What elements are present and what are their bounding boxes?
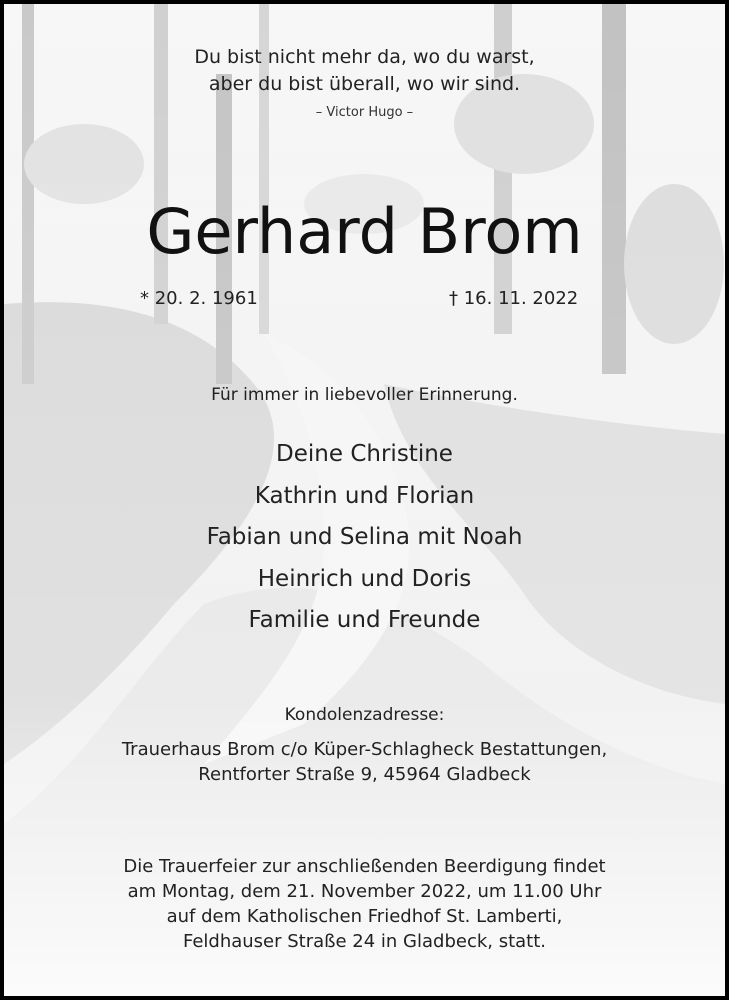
funeral-info <box>4 854 725 954</box>
funeral-line: am Montag, dem 21. November 2022, um 11.00 Uhr <box>127 881 602 902</box>
mourner: Heinrich und Doris <box>257 565 472 592</box>
funeral-line: Feldhauser Straße 24 in Gladbeck, statt. <box>182 931 547 952</box>
quote-line: aber du bist überall, wo wir sind. <box>208 73 521 95</box>
deceased-name: Gerhard Brom <box>146 195 583 268</box>
address-line: Trauerhaus Brom c/o Küper-Schlagheck Bestattungen, <box>121 739 608 760</box>
condolence-address <box>4 737 725 787</box>
address-line: Rentforter Straße 9, 45964 Gladbeck <box>198 764 531 785</box>
mourner: Familie und Freunde <box>248 607 481 633</box>
funeral-line: Die Trauerfeier zur anschließenden Beerdigung findet <box>123 856 606 877</box>
death-date: † 16. 11. 2022 <box>449 288 579 309</box>
memory-line: Für immer in liebevoller Erinnerung. <box>211 385 518 405</box>
mourner: Kathrin und Florian <box>254 482 475 509</box>
quote-author: – Victor Hugo – <box>315 105 414 120</box>
funeral-line: auf dem Katholischen Friedhof St. Lamberti, <box>166 906 563 927</box>
mourner: Fabian und Selina mit Noah <box>206 524 523 550</box>
mourners-list <box>4 434 725 642</box>
birth-date: * 20. 2. 1961 <box>140 288 258 309</box>
condolence-label: Kondolenzadresse: <box>284 705 445 725</box>
mourner: Deine Christine <box>276 441 453 467</box>
quote-line: Du bist nicht mehr da, wo du warst, <box>194 46 535 68</box>
quote <box>4 44 725 98</box>
